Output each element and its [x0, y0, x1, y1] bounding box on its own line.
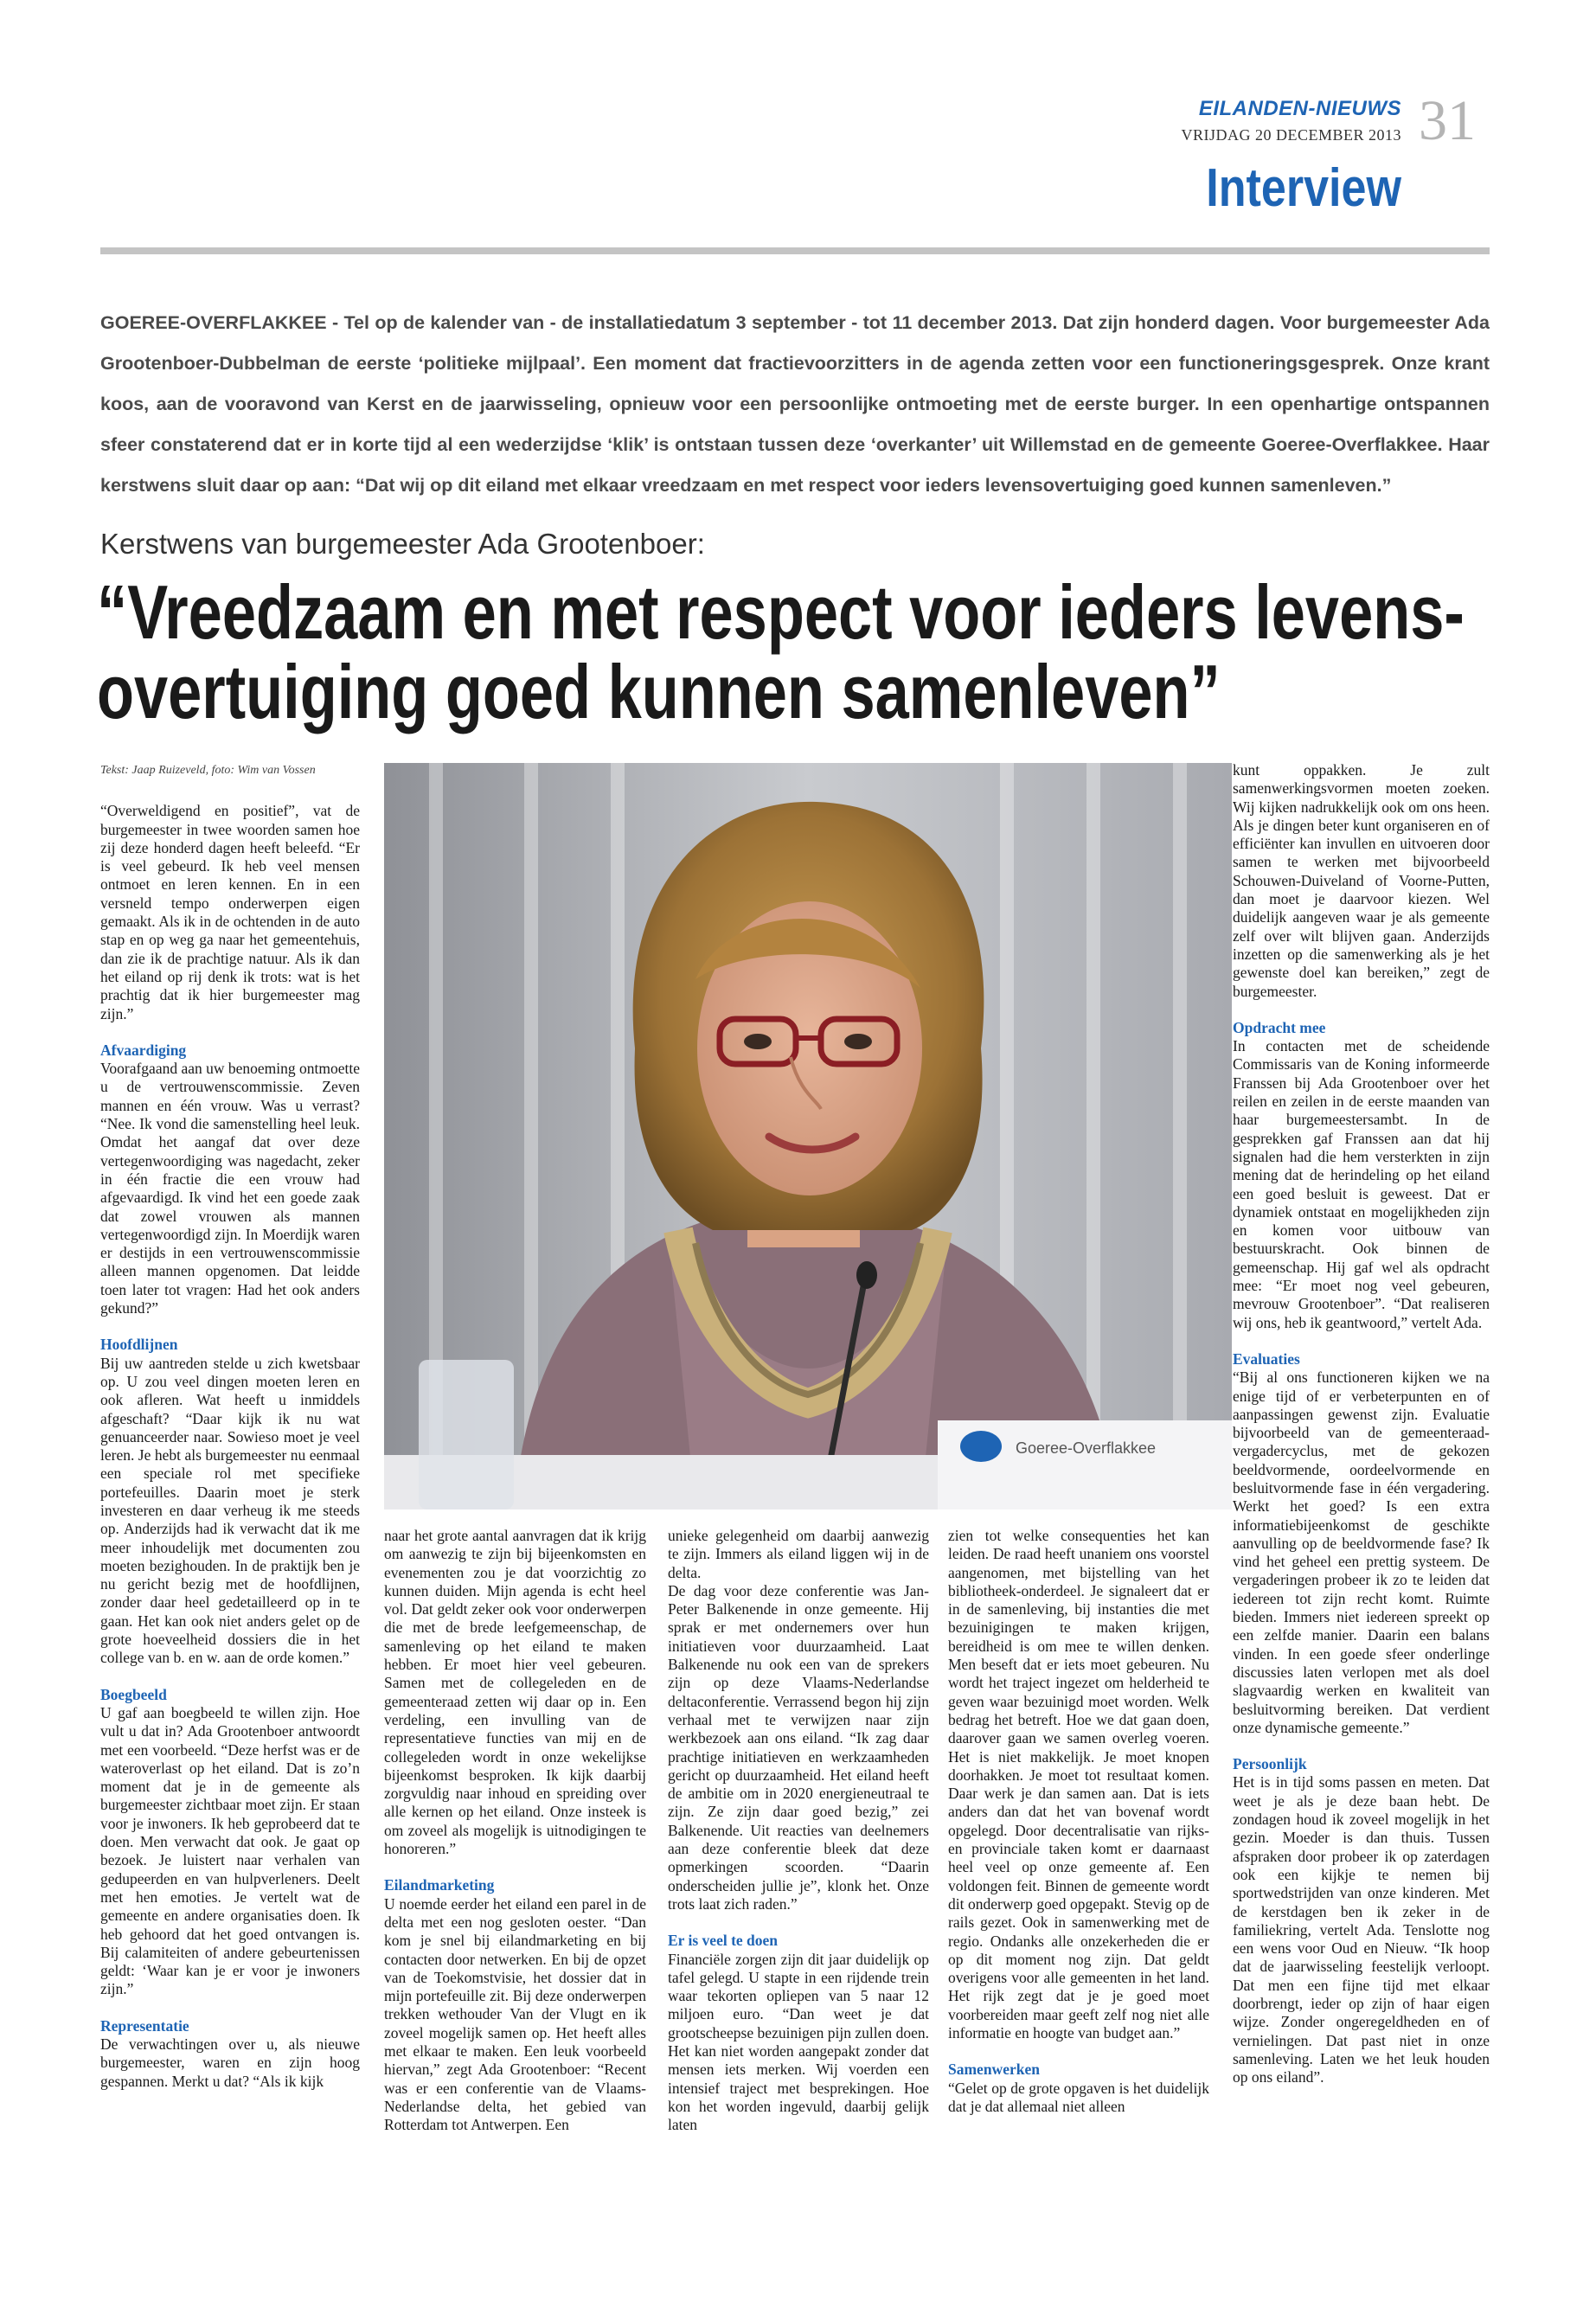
issue-date: VRIJDAG 20 DECEMBER 2013: [1181, 126, 1401, 144]
photo-mayor: [384, 763, 1232, 1509]
paragraph-gap: [100, 1999, 360, 2017]
headline-line-1: “Vreedzaam en met respect voor ieders levens-: [97, 569, 1465, 655]
photo-credit: Tekst: Jaap Ruizeveld, foto: Wim van Vossen: [100, 764, 316, 777]
paragraph-gap: [948, 2042, 1209, 2061]
paragraph: De verwachtingen over u, als nieuwe burgemeester, waren en zijn hoog gespannen. Merkt u dat? “Als ik kijk: [100, 2035, 360, 2090]
paragraph: De dag voor deze conferentie was Jan-Peter Balkenende in onze gemeente. Hij sprak er met ondernemers over hun initiatieven voor duurzaamheid. Laat Balkenende nu ook een van de sprekers zijn op deze Vlaams-Nederlandse deltaconferentie. Verrassend begon hij zijn verhaal met te verwijzen naar zijn werkbezoek aan ons eiland. “Ik zag daar prachtige initiatieven en werkzaamheden gericht op duurzaamheid. Het eiland heeft de ambitie om in 2020 energieneutraal te zijn. Ze zijn daar goed bezig,” zei Balkenende. Uit reacties van deelnemers aan deze conferentie bleek dat deze opmerkingen scoorden. “Daarin onderscheiden jullie je”, klonk het. Onze trots laat zich raden.”: [668, 1581, 929, 1913]
paragraph-gap: [100, 1023, 360, 1042]
article-column-e: [1233, 761, 1490, 2086]
subheading: Afvaardiging: [100, 1041, 187, 1059]
paragraph: In contacten met de scheidende Commissaris van de Koning informeerde Franssen bij Ada Grootenboer over het reilen en zeilen in de eerste maanden van haar burgemeestersambt. In de gesprekken gaf Franssen aan dat hij signalen had die hem versterkten in zijn mening dat de herindeling op het eiland een goed besluit is geweest. Dat er dynamiek ontstaat en mogelijkheden zijn en komen voor uitbouw van bestuurskracht. Ook binnen de gemeenschap. Hij gaf wel als opdracht mee: “Er moet nog veel gebeuren, mevrouw Grootenboer”. “Dat realiseren wij ons, heb ik geantwoord,” vertelt Ada.: [1233, 1037, 1490, 1331]
paragraph: Voorafgaand aan uw benoeming ontmoette u de vertrouwenscommissie. Zeven mannen en één vrouw. Was u verrast? “Nee. Ik vond die samenstelling heel leuk. Omdat het aangaf dat over deze vertegenwoordiging was nagedacht, zeker in één fractie die een vrouw had afgevaardigd. Ik vind het een goede zaak dat zowel vrouwen als mannen vertegenwoordigd zijn. In Moerdijk waren er destijds in een vertrouwenscommissie alleen mannen opgenomen. Dat leidde toen later tot vragen: Had het ook anders gekund?”: [100, 1060, 361, 1317]
paragraph: naar het grote aantal aanvragen dat ik krijg om aanwezig te zijn bij bijeenkomsten en evenementen zou je dat voorzichtig zo kunnen duiden. Mijn agenda is echt heel vol. Dat geldt zeker ook voor onderwerpen die met de brede leefgemeenschap, de samenleving op het eiland te maken hebben. Er moet hier veel gebeuren. Samen met de collegeleden en de gemeenteraad zetten wij daar op in. Een verdeling, een invulling van de representatieve functies van mij en de collegeleden wordt in onze wekelijkse bijeenkomst besproken. Ik kijk daarbij zorgvuldig naar inhoud en spreiding over alle kernen op het eiland. Onze insteek is om zoveel als mogelijk is uitnodigingen te honoreren.”: [384, 1527, 646, 1858]
column-a-content: [100, 802, 360, 2091]
header-rule: [100, 247, 1490, 254]
subheading: Boegbeeld: [100, 1685, 167, 1703]
subheading: Representatie: [100, 2016, 189, 2035]
subheading: Eilandmarketing: [384, 1876, 495, 1894]
paragraph: “Gelet op de grote opgaven is het duidelijk dat je dat allemaal niet alleen: [948, 2079, 1209, 2115]
paragraph: unieke gelegenheid om daarbij aanwezig te zijn. Immers als eiland liggen wij in de delta.: [668, 1527, 929, 1581]
paragraph-gap: [1233, 1737, 1490, 1755]
paragraph-gap: [668, 1913, 929, 1932]
article-column-c: [668, 1527, 929, 2135]
subheading: Evaluaties: [1233, 1349, 1300, 1368]
paragraph: “Bij al ons functioneren kijken we na enige tijd of er verbeterpunten en of aanpassingen gewenst zijn. Evaluatie bijvoorbeeld van de gemeenteraad- vergadercyclus, met de gekozen beeldvormende, oordeelvormende en besluitvormende fase in één vergadering. Werkt het goed? Is een extra informatiebijeenkomst de geschikte aanvulling op de beeldvormende fase? Ik vind het geheel een prettig systeem. De vergaderingen probeer ik zo te leiden dat iedereen tot zijn recht komt. Ruimte bieden. Immers niet iedereen spreekt op een zelfde manier. Daarin een balans vinden. In een goede sfeer onderlinge discussies laten verlopen met als doel slagvaardig werken en kwaliteit van besluitvorming bereiken. Dat verdient onze dynamische gemeente.”: [1233, 1368, 1490, 1736]
intro-paragraph: GOEREE-OVERFLAKKEE - Tel op de kalender van - de installatiedatum 3 september - tot 11 december 2013. Dat zijn honderd dagen. Voor burgemeester Ada Grootenboer-Dubbelman de eerste ‘politieke mijlpaal’. Een moment dat fractievoorzitters in de agenda zetten voor een functioneringsgesprek. Onze krant koos, aan de vooravond van Kerst en de jaarwisseling, opnieuw voor een persoonlijke ontmoeting met de eerste burger. In een openhartige ontspannen sfeer constaterend dat er in korte tijd al een wederzijdse ‘klik’ is ontstaan tussen deze ‘overkanter’ uit Willemstad en de gemeente Goeree-Overflakkee. Haar kerstwens sluit daar op aan: “Dat wij op dit eiland met elkaar vreedzaam en met respect voor ieders levensovertuiging goed kunnen samenleven.”: [100, 312, 1490, 496]
paragraph: “Overweldigend en positief”, vat de burgemeester in twee woorden samen hoe zij deze honderd dagen heeft beleefd. “Er is veel gebeurd. Ik heb veel mensen ontmoet en leren kennen. En in een versneld tempo onderwerpen eigen gemaakt. Als ik in de ochtenden in de auto stap en op weg ga naar het gemeentehuis, dan zie ik de prachtige natuur. Als ik dan het eiland op rij denk ik trots: wat is het prachtig dat ik hier burgemeester mag zijn.”: [100, 802, 360, 1022]
paragraph: kunt oppakken. Je zult samenwerkingsvormen moeten zoeken. Wij kijken nadrukkelijk ook om ons heen. Als je dingen beter kunt organiseren en of efficiënter kan invullen en uitvoeren door samen te werken met bijvoorbeeld Schouwen-Duiveland of Voorne-Putten, dan moet je daarvoor kiezen. Wel duidelijk aangeven waar je als gemeente zelf over wilt blijven gaan. Anderzijds inzetten op die samenwerking als je het gewenste doel kan bereiken,” zegt de burgemeester.: [1233, 761, 1490, 1000]
paragraph: Financiële zorgen zijn dit jaar duidelijk op tafel gelegd. U stapte in een rijdende trein waar tekorten opliepen van 5 naar 12 miljoen euro. “Dan weet je dat grootscheepse bezuinigen pijn zullen doen. Het kan niet worden aangepakt zonder dat mensen iets merken. Wij voerden een intensief traject met besprekingen. Hoe kon het worden ingevuld, daarbij gelijk laten: [668, 1950, 929, 2134]
subheading: Persoonlijk: [1233, 1755, 1307, 1773]
newspaper-brand: EILANDEN-NIEUWS: [1198, 97, 1401, 120]
article-column-d: [948, 1527, 1209, 2116]
subheading: Er is veel te doen: [668, 1932, 779, 1950]
paragraph-gap: [100, 1317, 360, 1336]
subheading: Opdracht mee: [1233, 1018, 1326, 1036]
paragraph: Het is in tijd soms passen en meten. Dat weet je als je deze baan hebt. De zondagen houd ik zoveel mogelijk in het gezin. Moeder is dan thuis. Tussen afspraken door probeer ik op zaterdagen ook een kijkje te nemen bij sportwedstrijden van onze kinderen. Met de kerstdagen ben ik zeker in de familiekring, vertelt Ada. Tenslotte nog een wens voor Oud en Nieuw. “Ik hoop dat de jaarwisseling feestelijk verloopt. Dat men een fijne tijd met elkaar doorbrengt, ieder op zijn of haar eigen wijze. Zonder ongeregeldheden en of vernielingen. Dat past niet in onze samenleving. Laten we het leuk houden op ons eiland”.: [1233, 1773, 1490, 2086]
subheading: Samenwerken: [948, 2061, 1040, 2079]
paragraph-gap: [384, 1858, 646, 1876]
subheading: Hoofdlijnen: [100, 1336, 178, 1354]
photo-nameplate-text: Goeree-Overflakkee: [1016, 1439, 1157, 1457]
article-column-a: [100, 761, 360, 2091]
page-number: 31: [1419, 89, 1476, 152]
paragraph: zien tot welke consequenties het kan leiden. De raad heeft unaniem ons voorstel aangenomen, met bijstelling van het bibliotheek-onderdeel. Je signaleert dat er in de samenleving, bij instanties die met bezuinigingen te maken krijgen, bereidheid is om mee te willen denken. Men beseft dat er iets moet gebeuren. Nu wordt het traject ingezet om helderheid te geven waar bezuinigd moet worden. Welk bedrag het betreft. Hoe we dat gaan doen, daarover gaan we samen overleg voeren. Het is niet makkelijk. Je moet knopen doorhakken. Je moet tot resultaat komen. Daar werk je dan samen aan. Dat is iets anders dan dat het van bovenaf wordt opgelegd. Door decentralisatie van rijks- en provinciale taken komt er daarnaast heel veel op onze gemeente af. Een voldongen feit. Binnen de gemeente wordt dit onderwerp goed opgepakt. Stevig op de rails gezet. Ook in samenwerking met de regio. Ondanks alle onzekerheden die er op dit moment nog zijn. Dat geldt overigens voor alle gemeenten in het land. Het rijk zegt dat je je goed moet voorbereiden maar geeft zelf nog niet alle informatie en hoogte van budget aan.”: [948, 1527, 1209, 2042]
paragraph: Bij uw aantreden stelde u zich kwetsbaar op. U zou veel dingen moeten leren en ook afleren. Wat heeft u inmiddels afgeschaft? “Daar kijk ik nu wat genuanceerder naar. Sowieso moet je veel leren. Je hebt als burgemeester nu eenmaal een speciale rol met specifieke portefeuilles. Daarin moet je sterk investeren en daar verheug ik me steeds op. Anderzijds had ik verwacht dat ik me meer inhoudelijk met documenten zou moeten bezighouden. In de praktijk ben je nu gericht bezig met de hoofdlijnen, zonder daar heel gedetailleerd op in te gaan. Het kan ook niet anders gelet op de grote hoeveelheid dossiers die in het college van b. en w. aan de orde komen.”: [100, 1354, 360, 1667]
headline: [97, 569, 1465, 734]
headline-line-2: overtuiging goed kunnen samenleven”: [97, 649, 1221, 734]
paragraph: U noemde eerder het eiland een parel in de delta met een nog gesloten oester. “Dan kom je snel bij eilandmarketing en bij contacten door netwerken. En bij de opzet van de Toekomstvisie, het dossier dat in mijn portefeuille zit. Bij deze onderwerpen trekken wethouder Van der Vlugt en ik zoveel mogelijk samen op. Het heeft alles met elkaar te maken. Een leuk voorbeeld hiervan,” zegt Ada Grootenboer: “Recent was er een conferentie van de Vlaams-Nederlandse delta, het gebied van Rotterdam tot Antwerpen. Een: [384, 1894, 646, 2134]
kicker: Kerstwens van burgemeester Ada Grootenboer:: [100, 528, 705, 560]
paragraph-gap: [1233, 1332, 1490, 1350]
paragraph-gap: [100, 1668, 360, 1686]
article-column-b: [384, 1527, 646, 2135]
paragraph-gap: [1233, 1001, 1490, 1019]
section-title: Interview: [1206, 158, 1401, 218]
paragraph: U gaf aan boegbeeld te willen zijn. Hoe vult u dat in? Ada Grootenboer antwoordt met een voorbeeld. “Deze herfst was er de wateroverlast op het eiland. Dat is zo’n moment dat je in de gemeente als burgemeester zichtbaar moet zijn. Er staan voor je inwoners. Ik heb geprobeerd dat te doen. Men verwacht dat ook. Je gaat op bezoek. Je luistert naar verhalen van gedupeerden en van hulpverleners. Deelt met hen emoties. Je vertelt wat de gemeente en andere organisaties doen. Ik heb gehoord dat het goed ontvangen is. Bij calamiteiten of andere gebeurtenissen geldt: ‘Waar kan je er voor je inwoners zijn.”: [100, 1703, 360, 1998]
